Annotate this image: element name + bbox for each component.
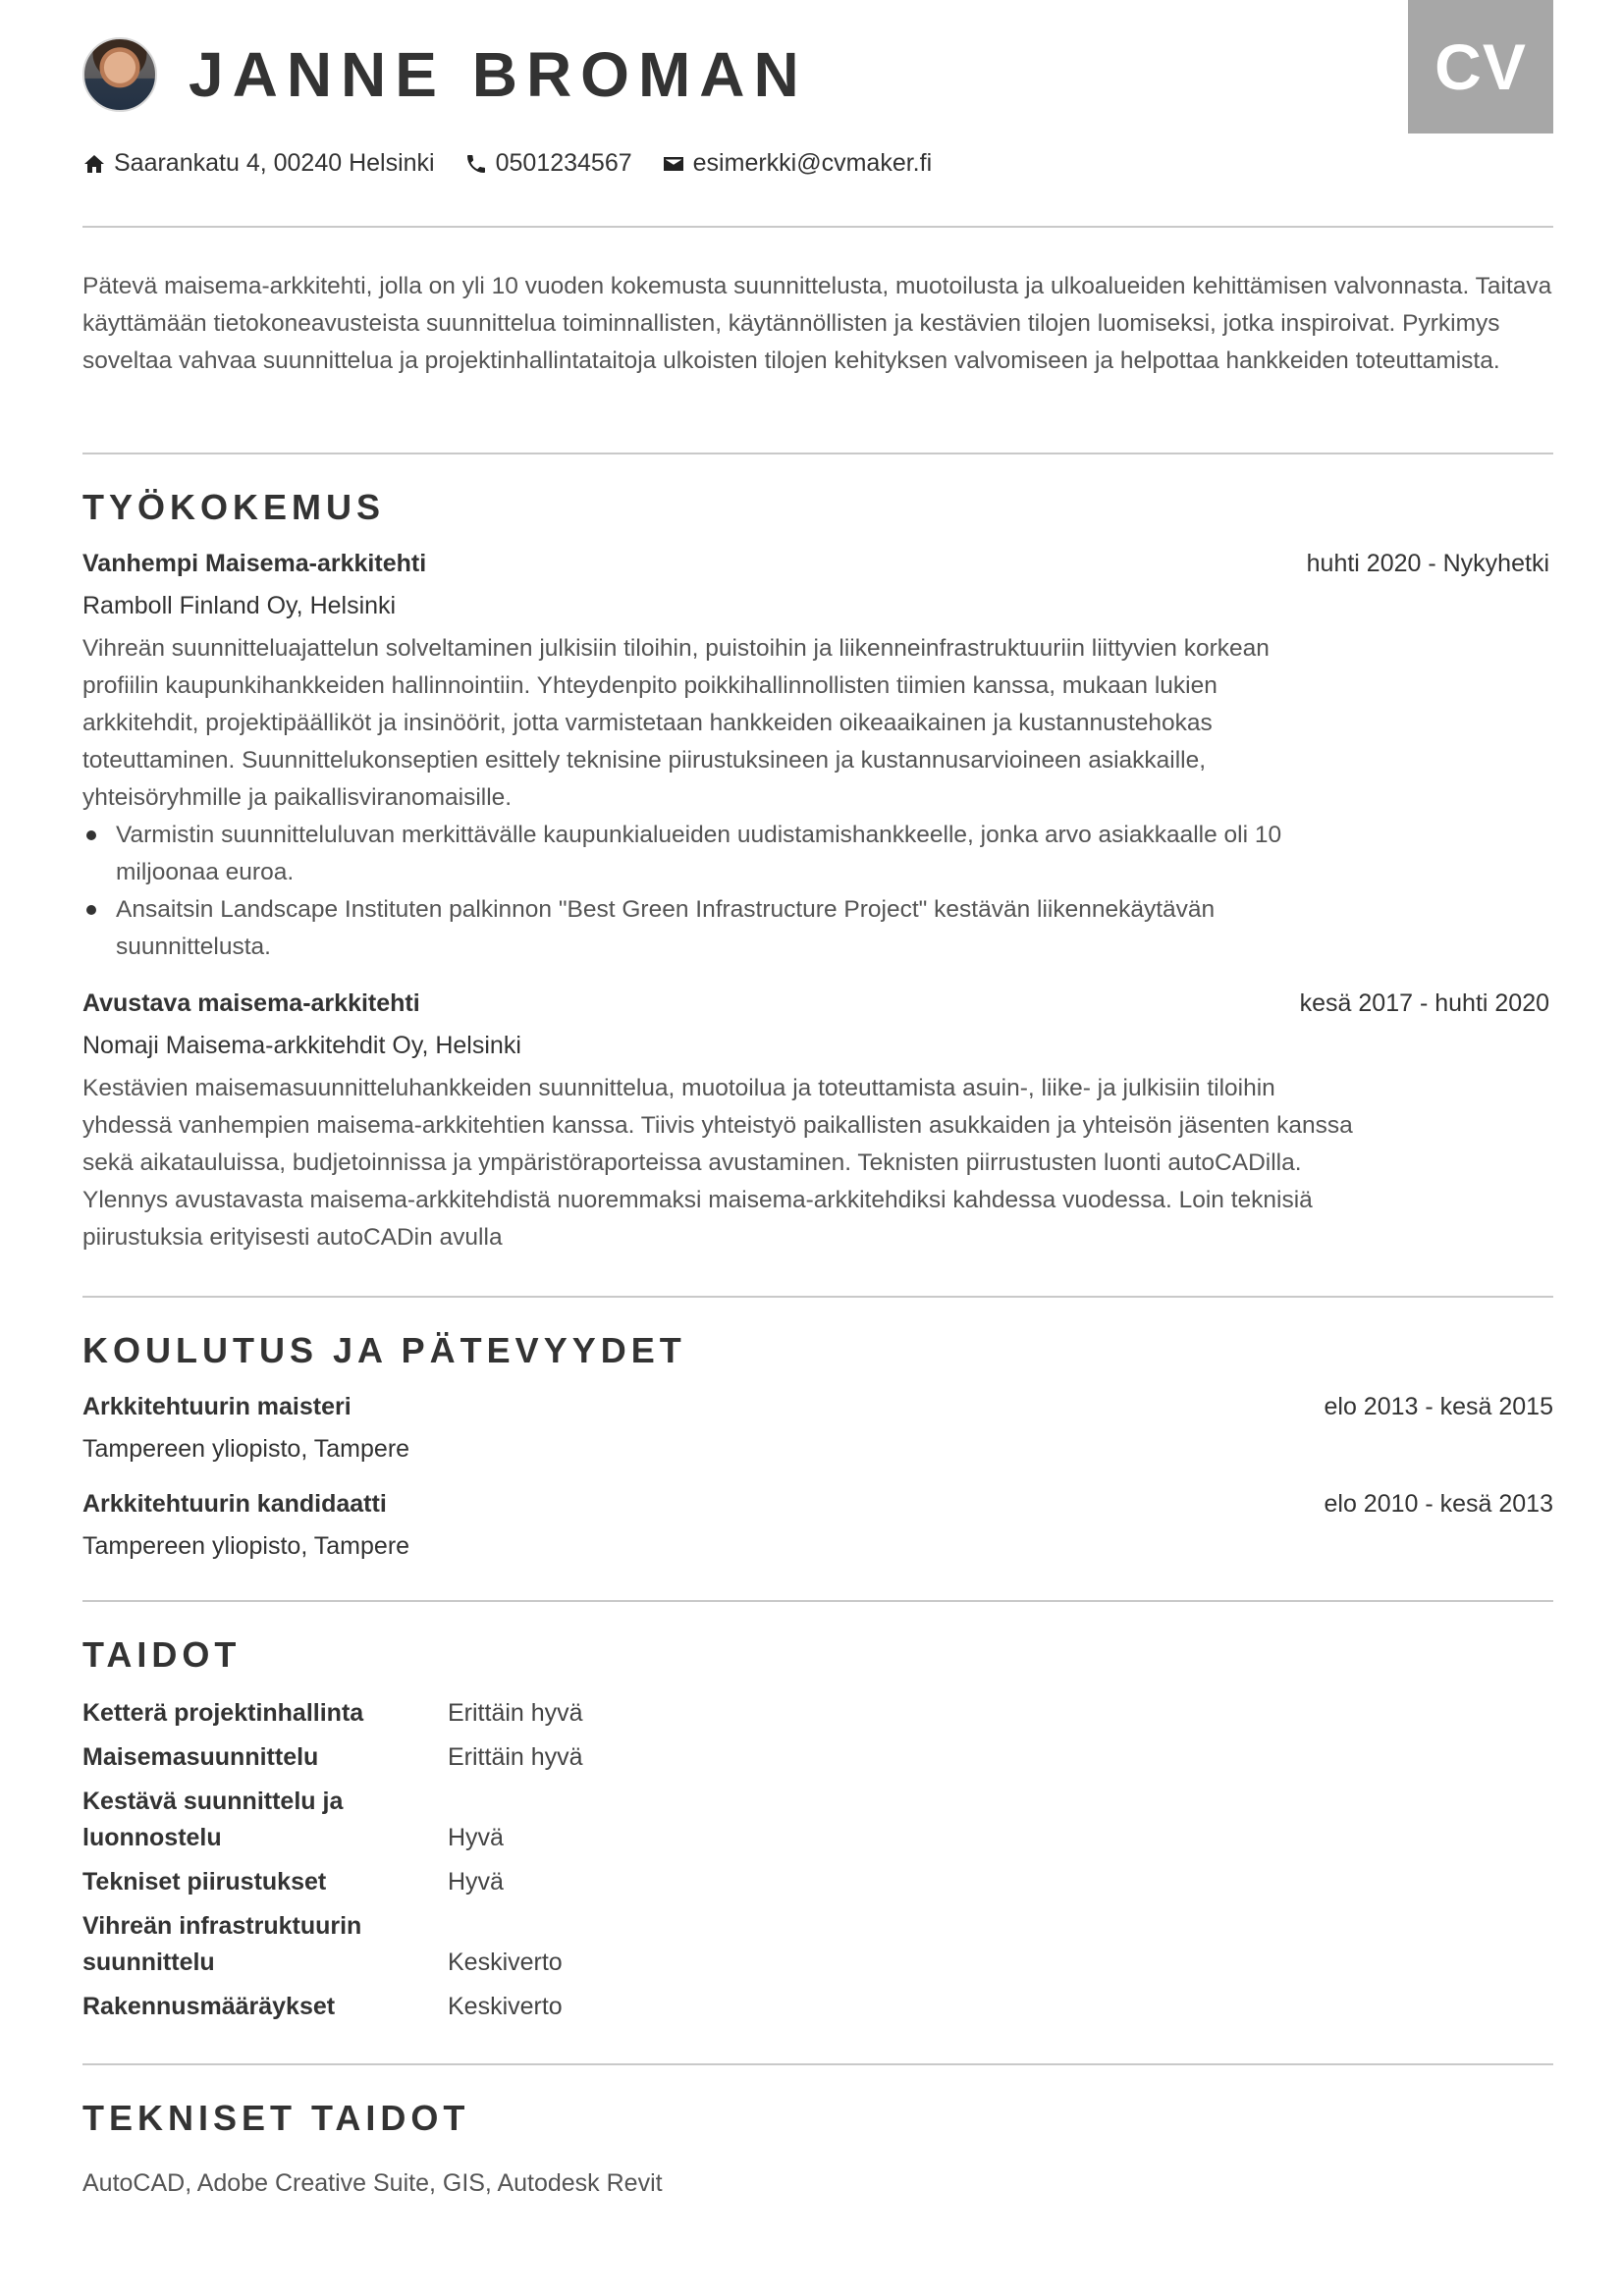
skill-row (82, 1695, 770, 1732)
achievement-item: Varmistin suunnitteluluvan merkittävälle kaupunkialueiden uudistamishankkeelle, jonka arvo asiakkaalle oli 10 miljoonaa euroa. (116, 817, 1320, 891)
job-description-text: Kestävien maisemasuunnitteluhankkeiden suunnittelua, muotoilua ja toteuttamista asuin-, liike- ja julkisiin tiloihin yhdessä vanhempien maisema-arkkitehtien kanssa. Tiivis yhteistyö paikallisten asukkaiden ja yhteisön jäsenten kanssa sekä aikatauluissa, budjetoinnissa ja ympäristöraporteissa avustaminen. Teknisten piirrustusten luonti autoCADilla. Ylennys avustavasta maisema-arkkitehdistä nuoremmaksi maisema-arkkitehdiksi kahdessa vuodessa. Loin teknisiä piirustuksia erityisesti autoCADin avulla (82, 1075, 1353, 1251)
job-company: Nomaji Maisema-arkkitehdit Oy, Helsinki (82, 1032, 521, 1059)
contact-phone (464, 149, 632, 178)
avatar (82, 37, 157, 112)
job-description (82, 630, 1320, 966)
education-entry (82, 1490, 1553, 1561)
phone-icon (464, 152, 488, 176)
skill-level: Keskiverto (448, 1949, 563, 1976)
skill-level: Hyvä (448, 1824, 504, 1851)
divider (82, 226, 1553, 228)
contact-email (662, 149, 932, 178)
candidate-name: JANNE BROMAN (189, 39, 808, 110)
job-entry (82, 550, 1553, 966)
skill-row (82, 1864, 770, 1900)
skill-row (82, 1989, 770, 2025)
skill-level: Keskiverto (448, 1993, 563, 2020)
job-entry (82, 989, 1553, 1256)
skill-name: Vihreän infrastruktuurin suunnittelu (82, 1912, 362, 1976)
email-text: esimerkki@cvmaker.fi (692, 149, 933, 177)
education-date: elo 2010 - kesä 2013 (1324, 1490, 1553, 1518)
home-icon (82, 152, 106, 176)
job-date: kesä 2017 - huhti 2020 (1299, 989, 1549, 1017)
degree-title: Arkkitehtuurin kandidaatti (82, 1490, 387, 1518)
skill-level: Hyvä (448, 1868, 504, 1896)
skill-row (82, 1784, 770, 1856)
skill-level: Erittäin hyvä (448, 1699, 583, 1727)
job-description-text: Vihreän suunnitteluajattelun solveltaminen julkisiin tiloihin, puistoihin ja liikenneinfrastruktuuriin liittyvien korkean profiilin kaupunkihankkeiden hallinnointiin. Yhteydenpito poikkihallinnollisten tiimien kanssa, mukaan lukien arkkitehdit, projektipäälliköt ja insinöörit, jotta varmistetaan hankkeiden oikeaaikainen ja kustannustehokas toteuttaminen. Suunnittelukonseptien esittely teknisine piirustuksineen ja kustannusarvioineen asiakkaille, yhteisöryhmille ja paikallisviranomaisille. (82, 635, 1270, 811)
profile-summary: Pätevä maisema-arkkitehti, jolla on yli 10 vuoden kokemusta suunnittelusta, muotoilusta ja ulkoalueiden kehittämisen valvonnasta. Taitava käyttämään tietokoneavusteista suunnittelua toiminnallisten, käytännöllisten ja kestävien tilojen luomiseksi, jotka inspiroivat. Pyrkimys soveltaa vahvaa suunnittelua ja projektinhallintataitoja ulkoisten tilojen kehityksen valvomiseen ja helpottaa hankkeiden toteuttamista. (82, 273, 1552, 374)
skill-row (82, 1908, 770, 1981)
job-title: Vanhempi Maisema-arkkitehti (82, 550, 427, 577)
mail-icon (662, 152, 685, 176)
divider (82, 1296, 1553, 1298)
achievement-list (82, 817, 1320, 966)
divider (82, 453, 1553, 454)
school-name: Tampereen yliopisto, Tampere (82, 1532, 410, 1560)
address-text: Saarankatu 4, 00240 Helsinki (114, 149, 435, 177)
skill-name: Tekniset piirustukset (82, 1868, 327, 1896)
phone-text: 0501234567 (495, 149, 632, 177)
education-entry (82, 1393, 1553, 1464)
job-date: huhti 2020 - Nykyhetki (1306, 550, 1549, 577)
job-title: Avustava maisema-arkkitehti (82, 989, 420, 1017)
cv-badge: CV (1408, 0, 1553, 133)
resume-header (82, 37, 808, 112)
degree-title: Arkkitehtuurin maisteri (82, 1393, 352, 1420)
skills-table (82, 1695, 770, 2033)
skill-row (82, 1739, 770, 1776)
divider (82, 1600, 1553, 1602)
contact-address (82, 149, 435, 178)
job-description (82, 1070, 1359, 1256)
technical-skills-text: AutoCAD, Adobe Creative Suite, GIS, Autodesk Revit (82, 2169, 663, 2197)
school-name: Tampereen yliopisto, Tampere (82, 1435, 410, 1463)
section-title-technical: TEKNISET TAIDOT (82, 2098, 470, 2138)
skill-name: Rakennusmääräykset (82, 1993, 336, 2020)
skill-name: Maisemasuunnittelu (82, 1743, 319, 1771)
achievement-item: Ansaitsin Landscape Instituten palkinnon "Best Green Infrastructure Project" kestävän liikennekäytävän suunnittelusta. (116, 891, 1320, 966)
skill-name: Kestävä suunnittelu ja luonnostelu (82, 1788, 344, 1851)
section-title-education: KOULUTUS JA PÄTEVYYDET (82, 1330, 686, 1370)
skill-name: Ketterä projektinhallinta (82, 1699, 364, 1727)
contact-info (82, 149, 961, 178)
job-company: Ramboll Finland Oy, Helsinki (82, 592, 397, 619)
divider (82, 2063, 1553, 2065)
education-date: elo 2013 - kesä 2015 (1324, 1393, 1553, 1420)
section-title-experience: TYÖKOKEMUS (82, 487, 386, 527)
section-title-skills: TAIDOT (82, 1634, 242, 1675)
skill-level: Erittäin hyvä (448, 1743, 583, 1771)
